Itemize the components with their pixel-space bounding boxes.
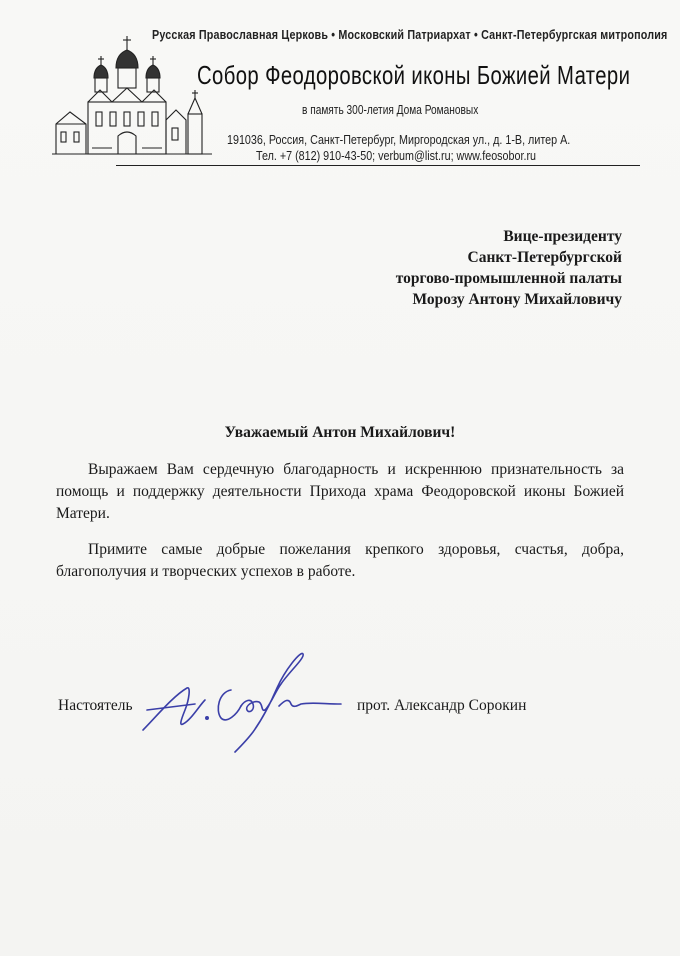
letterhead-top-line: Русская Православная Церковь • Московский Патриархат • Санкт-Петербургская митрополия [152,28,668,42]
addressee-line: Вице-президенту [503,228,622,245]
letterhead-subtitle: в память 300-летия Дома Романовых [302,102,479,117]
addressee-block [396,226,622,310]
letterhead-title: Собор Феодоровской иконы Божией Матери [197,60,631,90]
cathedral-icon [52,28,212,160]
addressee-line: Морозу Антону Михайловичу [412,291,622,308]
letterhead-address: 191036, Россия, Санкт-Петербург, Миргородская ул., д. 1-В, литер А. [227,133,571,147]
addressee-line: Санкт-Петербургской [467,249,622,266]
handwritten-signature [135,648,345,756]
salutation: Уважаемый Антон Михайлович! [224,424,456,441]
body-paragraph: Примите самые добрые пожелания крепкого здоровья, счастья, добра, благополучия и творческих успехов в работе. [56,541,624,580]
letterhead-contacts: Тел. +7 (812) 910-43-50; verbum@list.ru; www.feosobor.ru [256,149,537,163]
signer-position: Настоятель [58,697,133,714]
body-paragraph: Выражаем Вам сердечную благодарность и искреннюю признательность за помощь и поддержку деятельности Прихода храма Феодоровской иконы Божией Матери. [56,461,624,522]
addressee-line: торгово-промышленной палаты [395,270,622,287]
letterhead-divider [116,165,640,166]
signer-name: прот. Александр Сорокин [357,697,527,714]
